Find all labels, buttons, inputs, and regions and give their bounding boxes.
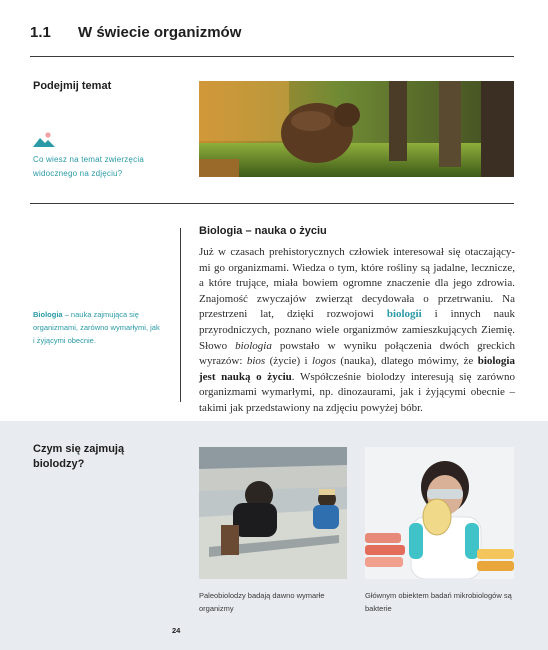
article-text: . Współcześnie biolodzy interesują się zarówno organizmami wymarłymi, np. dinozaurami, jak i żyjącymi obecnie – takimi jak przedstawiony na zdjęciu powyżej bóbr. (199, 370, 516, 414)
keyword-biologii: biologii (386, 308, 422, 321)
section-title: W świecie organizmów (78, 24, 242, 41)
definition-term: Biologia (33, 310, 63, 319)
topic-question: Co wiesz na temat zwierzęcia widocznego na zdjęciu? (33, 155, 144, 178)
definition-text: – nauka zajmująca się organizmami, zarówno wymarłymi, jak i żyjącymi obecnie. (33, 310, 160, 345)
section-number: 1.1 (30, 24, 51, 41)
article-text: (życie) i (265, 355, 313, 368)
header-divider (30, 56, 514, 57)
image-icon (33, 131, 55, 147)
beaver-photo (199, 81, 514, 177)
article-heading: Biologia – nauka o życiu (199, 225, 327, 237)
topic-heading: Podejmij temat (33, 80, 112, 92)
page-number: 24 (172, 626, 181, 635)
article-text: powstało w wyniku połączenia dwóch greckich wyrazów: (199, 339, 515, 368)
article-body (199, 245, 515, 417)
article-text: (nauka), dlatego mówimy, że (335, 355, 478, 368)
article-text: i innych nauk przyrodniczych, poznano wiele organizmów zamieszkujących Ziemię. Słowo (199, 308, 515, 352)
article-text: Już w czasach prehistorycznych człowiek interesował się otaczający-mi go organizmami. Wiedza o tym, które rośliny są jadalne, lecznicze, a które trujące, miała bowiem ogromne znaczenie dla jego zdrowia. Znajomość zwyczajów zwierząt decydowała o przetrwaniu. Na przestrzeni lat, dzięki rozwojowi (199, 246, 515, 321)
biologists-heading: Czym się zajmują biolodzy? (33, 443, 125, 470)
microbiologist-photo (365, 447, 514, 579)
photo-caption: Paleobiolodzy badają dawno wymarłe organizmy (199, 591, 325, 613)
photo-caption: Głównym obiektem badań mikrobiologów są bakterie (365, 591, 512, 613)
definition-note (33, 308, 161, 347)
term-bios: bios (246, 355, 266, 368)
term-biologia: biologia (235, 339, 272, 352)
topic-divider (30, 203, 514, 204)
key-statement: biologia jest nauką o życiu (199, 355, 515, 383)
article-margin-line (180, 228, 181, 402)
term-logos: logos (312, 355, 336, 368)
paleobiologists-photo (199, 447, 347, 579)
